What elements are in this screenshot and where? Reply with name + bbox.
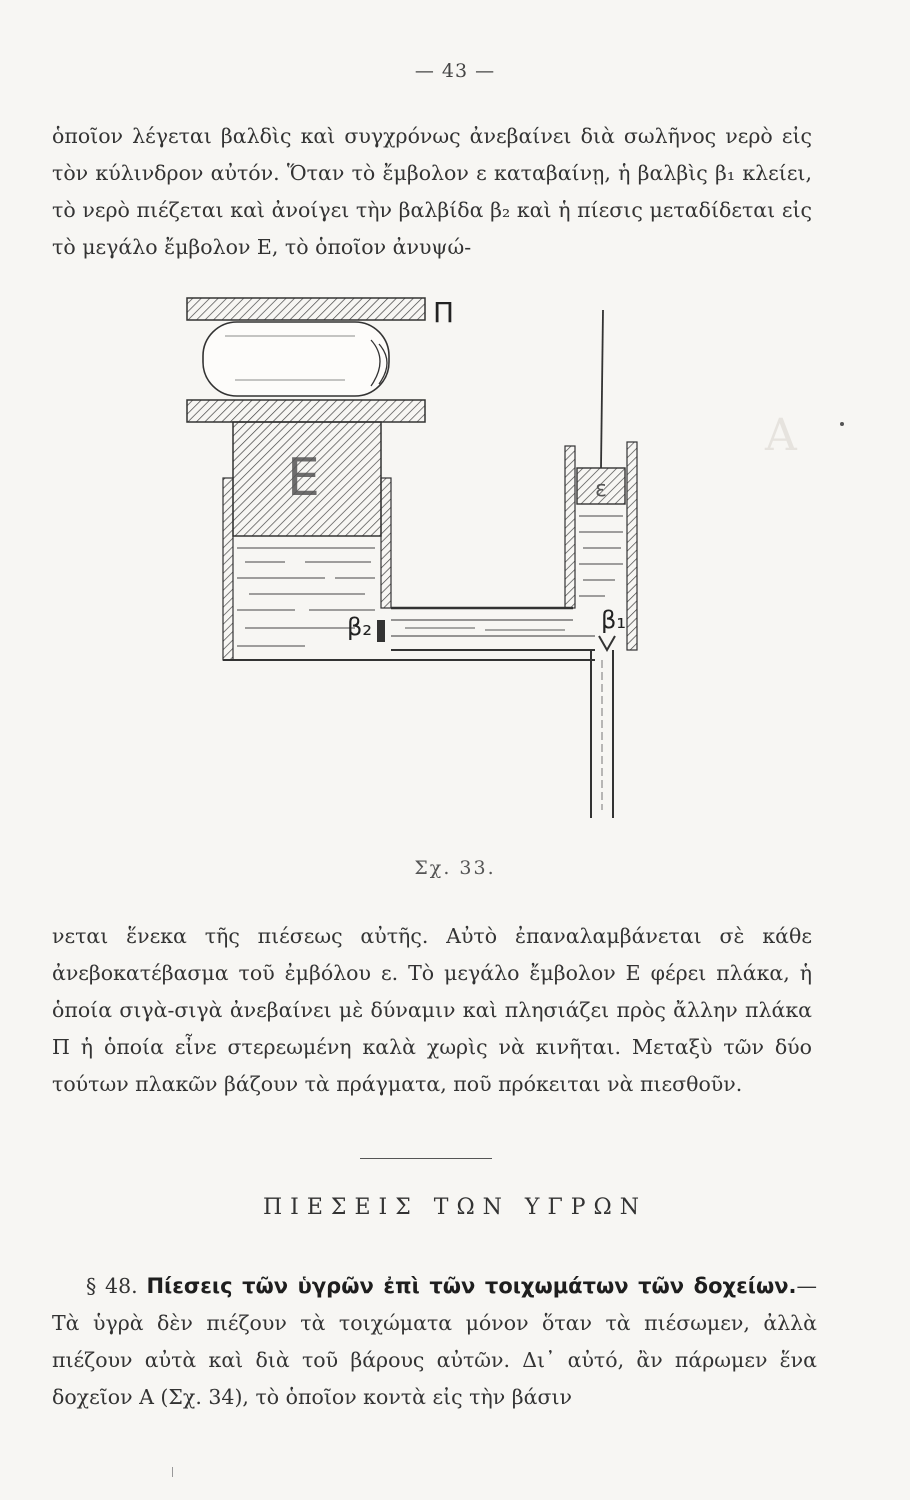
article-body: —Τὰ ὑγρὰ δὲν πιέζουν τὰ τοιχώματα μόνον ὅταν τὰ πιέσωμεν, ἀλλὰ πιέζουν αὐτὰ καὶ διὰ τοῦ βάρους αὐτῶν. Δι᾽ αὐτό, ἂν πάρωμεν ἕνα δοχεῖον Α (Σχ. 34), τὸ ὁποῖον κοντὰ εἰς τὴν βάσιν (52, 1274, 817, 1409)
small-piston-label: ε (595, 477, 607, 502)
valve-1 (599, 636, 615, 650)
margin-tick (172, 1467, 173, 1477)
hydraulic-press-figure (175, 290, 675, 850)
small-cylinder-right-wall (627, 442, 637, 650)
big-piston-label: Ε (287, 448, 320, 508)
article-heading: Πίεσεις τῶν ὑγρῶν ἐπὶ τῶν τοιχωμάτων τῶν δοχείων. (146, 1274, 797, 1298)
fixed-plate (187, 298, 425, 320)
section-title: ΠΙΕΣΕΙΣ ΤΩΝ ΥΓΡΩΝ (262, 1195, 648, 1220)
small-cylinder-left-wall (565, 446, 575, 608)
intake-pipe (591, 650, 613, 818)
valve-1-label: β₁ (601, 606, 626, 634)
paragraph-top: ὁποῖον λέγεται βαλδὶς καὶ συγχρόνως ἀνεβαίνει διὰ σωλῆνος νερὸ εἰς τὸν κύλινδρον αὐτόν. Ὅταν τὸ ἔμβολον ε καταβαίνῃ, ἡ βαλβὶς β₁ κλείει, τὸ νερὸ πιέζεται καὶ ἀνοίγει τὴν βαλβίδα β₂ καὶ ἡ πίεσις μεταδίδεται εἰς τὸ μεγάλο ἔμβολον Ε, τὸ ὁποῖον ἀνυψώ- (52, 124, 812, 259)
plate-label: Π (433, 296, 455, 329)
big-cylinder-left-wall (223, 478, 233, 660)
valve-2 (377, 620, 385, 642)
page-number: — 43 — (414, 60, 496, 82)
water-small-cylinder (579, 516, 623, 596)
valve-2-label: β₂ (347, 613, 372, 641)
small-piston-rod (601, 310, 603, 468)
paragraph-middle: νεται ἕνεκα τῆς πιέσεως αὐτῆς. Αὐτὸ ἐπαναλαμβάνεται σὲ κάθε ἀνεβοκατέβασμα τοῦ ἐμβόλου ε. Τὸ μεγάλο ἔμβολον Ε φέρει πλάκα, ἡ ὁποία σιγὰ-σιγὰ ἀνεβαίνει μὲ δύναμιν καὶ πλησιάζει πρὸς ἄλλην πλάκα Π ἡ ὁποία εἶνε στερεωμένη καλὰ χωρὶς νὰ κινῆται. Μεταξὺ τῶν δύο τούτων πλακῶν βάζουν τὰ πράγματα, ποῦ πρόκειται νὰ πιεσθοῦν. (52, 924, 812, 1096)
bleed-through-mark: A (765, 410, 797, 461)
moving-plate (187, 400, 425, 422)
article-number: § 48. (86, 1274, 138, 1298)
stray-dot (840, 422, 844, 426)
section-divider (360, 1158, 492, 1159)
bale-object (203, 322, 389, 396)
big-cylinder-right-wall (381, 478, 391, 608)
figure-caption: Σχ. 33. (414, 857, 496, 879)
connecting-pipe (391, 608, 595, 650)
paragraph-article (52, 1268, 817, 1416)
